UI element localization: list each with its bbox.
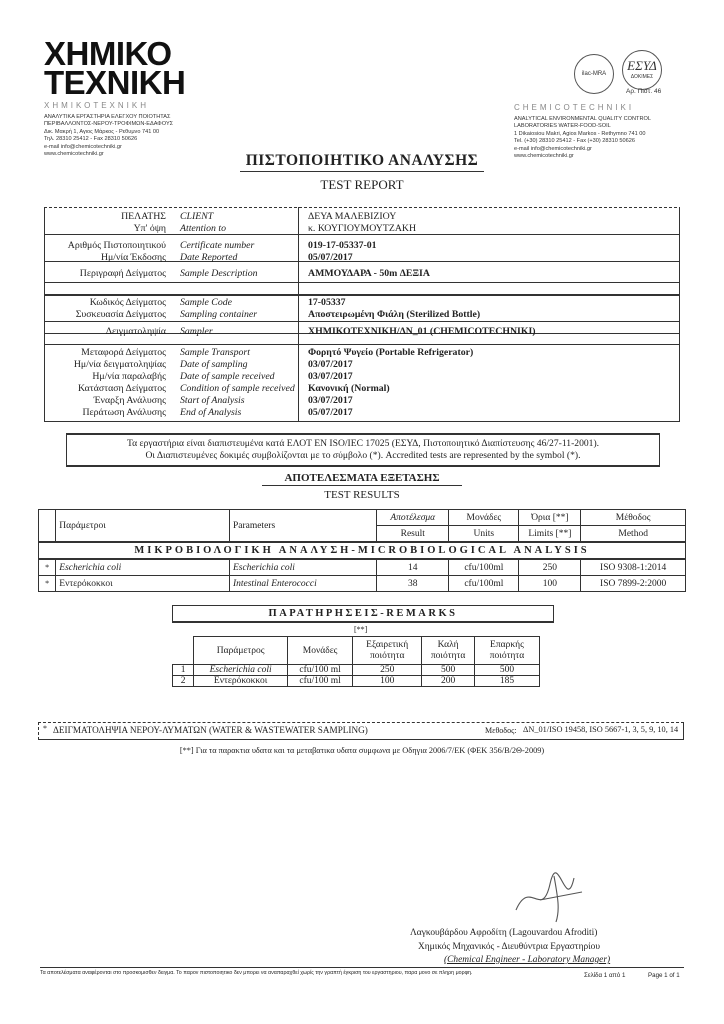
remarks-good: 500 — [422, 665, 475, 676]
chem-watermark-left: ΧΗΜΙΚΟΤΕΧΝΙΚΗ — [44, 101, 149, 110]
limits-en-header: Limits [**] — [519, 526, 581, 543]
remarks-good-header: Καλή ποιότητα — [422, 637, 475, 665]
limits-value: 250 — [519, 559, 581, 576]
remarks-sufficient: 500 — [474, 665, 539, 676]
signer-role-en: (Chemical Engineer - Laboratory Manager) — [444, 955, 611, 965]
param-gr: Εντερόκοκκοι — [56, 576, 230, 592]
company-logo — [44, 35, 190, 101]
param-gr-header: Παράμετροι — [56, 510, 230, 543]
info-value: κ. ΚΟΥΓΙΟΥΜΟΥΤΖΑΚΗ — [308, 223, 417, 234]
remarks-sufficient-header: Επαρκής ποιότητα — [474, 637, 539, 665]
results-title-underline — [262, 485, 462, 486]
remarks-num-header — [173, 637, 194, 665]
info-value: 03/07/2017 — [308, 371, 353, 382]
info-label-gr: Συσκευασία Δείγματος — [75, 309, 166, 320]
result-value: 38 — [377, 576, 449, 592]
info-label-gr: Ημ/νία παραλαβής — [92, 371, 166, 382]
logo-line2: ΤΕΧΝΙΚΗ — [44, 64, 186, 101]
info-label-gr: Υπ' όψη — [133, 223, 166, 234]
sampling-label: ΔΕΙΓΜΑΤΟΛΗΨΙΑ ΝΕΡΟΥ-ΛΥΜΑΤΩΝ (WATER & WASTEWATER SAMPLING) — [53, 725, 368, 735]
units-value: cfu/100ml — [449, 576, 519, 592]
title-underline — [240, 171, 484, 172]
param-en-header: Parameters — [229, 510, 376, 543]
method-gr-header: Μέθοδος — [581, 510, 686, 526]
info-value: 019-17-05337-01 — [308, 240, 377, 251]
info-label-en: CLIENT — [180, 211, 214, 222]
info-value: Κανονική (Normal) — [308, 383, 390, 394]
info-value: 05/07/2017 — [308, 407, 353, 418]
info-label-en: Sampler — [180, 326, 213, 337]
page-number-en: Page 1 of 1 — [648, 972, 680, 979]
sampling-box — [38, 722, 684, 740]
info-label-en: Start of Analysis — [180, 395, 245, 406]
method-en-header: Method — [581, 526, 686, 543]
remarks-row-number: 1 — [173, 665, 194, 676]
info-label-en: Attention to — [180, 223, 226, 234]
remarks-units: cfu/100 ml — [288, 665, 353, 676]
remarks-title: ΠΑΡΑΤΗΡΗΣΕΙΣ-REMARKS — [268, 608, 458, 619]
limits-value: 100 — [519, 576, 581, 592]
footnote: [**] Για τα παρακτια υδατα και τα μεταβατικα υδατα συμφωνα με Οδηγια 2006/7/ΕΚ (ΦΕΚ 356/Β/2Θ-2009) — [179, 746, 545, 755]
info-label-gr: Δειγματοληψία — [105, 326, 166, 337]
info-label-en: Sample Transport — [180, 347, 250, 358]
remarks-excellent-header: Εξαιρετική ποιότητα — [353, 637, 422, 665]
info-label-en: Sample Description — [180, 268, 258, 279]
remarks-param: Escherichia coli — [194, 665, 288, 676]
info-value: ΑΜΜΟΥΔΑΡΑ - 50m ΔΕΞΙΑ — [308, 268, 430, 279]
remarks-good: 200 — [422, 676, 475, 687]
footer-divider — [40, 967, 684, 968]
method-value: ISO 7899-2:2000 — [581, 576, 686, 592]
results-title-english: TEST RESULTS — [324, 489, 400, 501]
param-en: Escherichia coli — [229, 559, 376, 576]
info-label-en: Date Reported — [180, 252, 238, 263]
table-row — [39, 559, 686, 576]
units-value: cfu/100ml — [449, 559, 519, 576]
title-greek: ΠΙΣΤΟΠΟΙΗΤΙΚΟ ΑΝΑΛΥΣΗΣ — [245, 152, 479, 169]
remarks-header-row — [173, 637, 540, 665]
signature-scribble-icon — [510, 870, 600, 926]
info-label-gr: Μεταφορά Δείγματος — [81, 347, 166, 358]
info-value: 17-05337 — [308, 297, 346, 308]
accredited-mark: * — [39, 559, 56, 576]
accreditation-box — [66, 433, 660, 467]
info-label-en: Date of sample received — [180, 371, 275, 382]
signer-role: Χημικός Μηχανικός - Διευθύντρια Εργαστηρίου — [418, 942, 600, 952]
remarks-units: cfu/100 ml — [288, 676, 353, 687]
remarks-units-header: Μονάδες — [288, 637, 353, 665]
logo-line1: ΧΗΜΙΚΟ — [44, 35, 172, 72]
results-title-greek: ΑΠΟΤΕΛΕΣΜΑΤΑ ΕΞΕΤΑΣΗΣ — [284, 472, 440, 484]
info-label-gr: ΠΕΛΑΤΗΣ — [121, 211, 166, 222]
param-en: Intestinal Enterococci — [229, 576, 376, 592]
signer-name: Λαγκουβάρδου Αφροδίτη (Lagouvardou Afroditi) — [410, 928, 598, 938]
info-value: Φορητό Ψυγείο (Portable Refrigerator) — [308, 347, 474, 358]
info-value: ΔΕΥΑ ΜΑΛΕΒΙΖΙΟΥ — [308, 211, 397, 222]
table-row — [39, 576, 686, 592]
chem-watermark-right: CHEMICOTECHNIKI — [514, 103, 635, 112]
sampling-mark: * — [43, 724, 47, 733]
units-en-header: Units — [449, 526, 519, 543]
info-value: ΧΗΜΙΚΟΤΕΧΝΙΚΗ/ΔΝ_01 (CHEMICOTECHNIKI) — [308, 326, 536, 337]
accreditation-line2: Οι Διαπιστευμένες δοκιμές συμβολίζονται με το σύμβολο (*). Accredited tests are represented by the symbol (*). — [145, 450, 581, 461]
info-label-en: Sample Code — [180, 297, 232, 308]
remarks-param: Εντερόκοκκοι — [194, 676, 288, 687]
info-value: 03/07/2017 — [308, 359, 353, 370]
method-value: ISO 9308-1:2014 — [581, 559, 686, 576]
result-gr-header: Αποτέλεσμα — [377, 510, 449, 526]
remarks-excellent: 250 — [353, 665, 422, 676]
info-label-en: Sampling container — [180, 309, 258, 320]
info-label-gr: Έναρξη Ανάλυσης — [93, 395, 166, 406]
info-value: Αποστειρωμένη Φιάλη (Sterilized Bottle) — [308, 309, 481, 320]
info-label-gr: Ημ/νία Έκδοσης — [100, 252, 166, 263]
remarks-sufficient: 185 — [474, 676, 539, 687]
accreditation-number: Αρ. Πιστ. 46 — [626, 88, 662, 95]
units-gr-header: Μονάδες — [449, 510, 519, 526]
accreditation-line1: Τα εργαστήρια είναι διαπιστευμένα κατά ΕΛΟΤ ΕΝ ISO/IEC 17025 (ΕΣΥΔ, Πιστοποιητικό Διαπίστευσης 46/27-11-2001). — [126, 438, 600, 449]
info-label-en: Certificate number — [180, 240, 255, 251]
results-header-row-1 — [39, 510, 686, 526]
result-en-header: Result — [377, 526, 449, 543]
remarks-row-number: 2 — [173, 676, 194, 687]
remarks-table — [172, 636, 540, 687]
info-label-gr: Ημ/νία δειγματοληψίας — [73, 359, 166, 370]
info-label-en: Condition of sample received — [180, 383, 295, 394]
info-label-en: Date of sampling — [180, 359, 248, 370]
esyd-badge-icon: ΕΣΥΔ ΔΟΚΙΜΕΣ — [622, 50, 662, 90]
info-label-gr: Περιγραφή Δείγματος — [79, 268, 166, 279]
footer-disclaimer: Τα αποτελέσματα αναφέρονται στο προσκομισθεν δειγμα. Το παρον πιστοποιητικο δεν μπορει να αναπαραχθεί χωρίς την γραπτή έγκριση του εργαστηριου, παρα μονο σε πληρη μορφη. — [40, 970, 473, 976]
ilac-badge-icon: ilac-MRA — [574, 54, 614, 94]
results-table — [38, 509, 686, 592]
section-title: ΜΙΚΡΟΒΙΟΛΟΓΙΚΗ ΑΝΑΛΥΣΗ-MICROBIOLOGICAL ANALYSIS — [39, 542, 686, 559]
left-address: ΑΝΑΛΥΤΙΚΑ ΕΡΓΑΣΤΗΡΙΑ ΕΛΕΓΧΟΥ ΠΟΙΟΤΗΤΑΣ ΠΕΡΙΒΑΛΛΟΝΤΟΣ-ΝΕΡΟΥ-ΤΡΟΦΙΜΩΝ-ΕΔΑΦΟΥΣ Δικ. Μακρή 1, Αγιος Μάρκος - Ρεθυμνο 741 00 Τηλ. 28310 25412 - Fax 28310 50626 e-mail info@chemicotechniki.gr www.chemicotechniki.gr — [44, 114, 174, 158]
info-label-gr: Αριθμός Πιστοποιητικού — [67, 240, 166, 251]
limits-gr-header: Όρια [**] — [519, 510, 581, 526]
result-value: 14 — [377, 559, 449, 576]
remarks-star-note: [**] — [354, 625, 368, 634]
remarks-title-box — [172, 605, 554, 623]
title-english: TEST REPORT — [320, 177, 404, 192]
remarks-row — [173, 676, 540, 687]
accredited-mark: * — [39, 576, 56, 592]
info-value: 05/07/2017 — [308, 252, 353, 263]
info-label-gr: Περάτωση Ανάλυσης — [82, 407, 166, 418]
info-value: 03/07/2017 — [308, 395, 353, 406]
mark-header — [39, 510, 56, 543]
page-number-gr: Σελίδα 1 από 1 — [584, 972, 626, 979]
results-section-row — [39, 542, 686, 559]
right-address: ANALYTICAL ENVIRONMENTAL QUALITY CONTROL LABORATORIES WATER-FOOD-SOIL 1 Dikaiosiou Makri, Agios Markos - Rethymno 741 00 Tel. (+30) 28310 25412 - Fax (+30) 28310 50626 e-mail info@chemicotechniki.gr www.chemicotechniki.gr — [514, 116, 651, 160]
sampling-method: ΔΝ_01/ISO 19458, ISO 5667-1, 3, 5, 9, 10, 14 — [523, 725, 679, 734]
remarks-row — [173, 665, 540, 676]
remarks-param-header: Παράμετρος — [194, 637, 288, 665]
info-label-gr: Κωδικός Δείγματος — [89, 297, 166, 308]
info-label-gr: Κατάσταση Δείγματος — [77, 383, 166, 394]
sampling-method-label: Μεθοδος: — [485, 726, 517, 735]
param-gr: Escherichia coli — [56, 559, 230, 576]
info-label-en: End of Analysis — [180, 407, 242, 418]
remarks-excellent: 100 — [353, 676, 422, 687]
